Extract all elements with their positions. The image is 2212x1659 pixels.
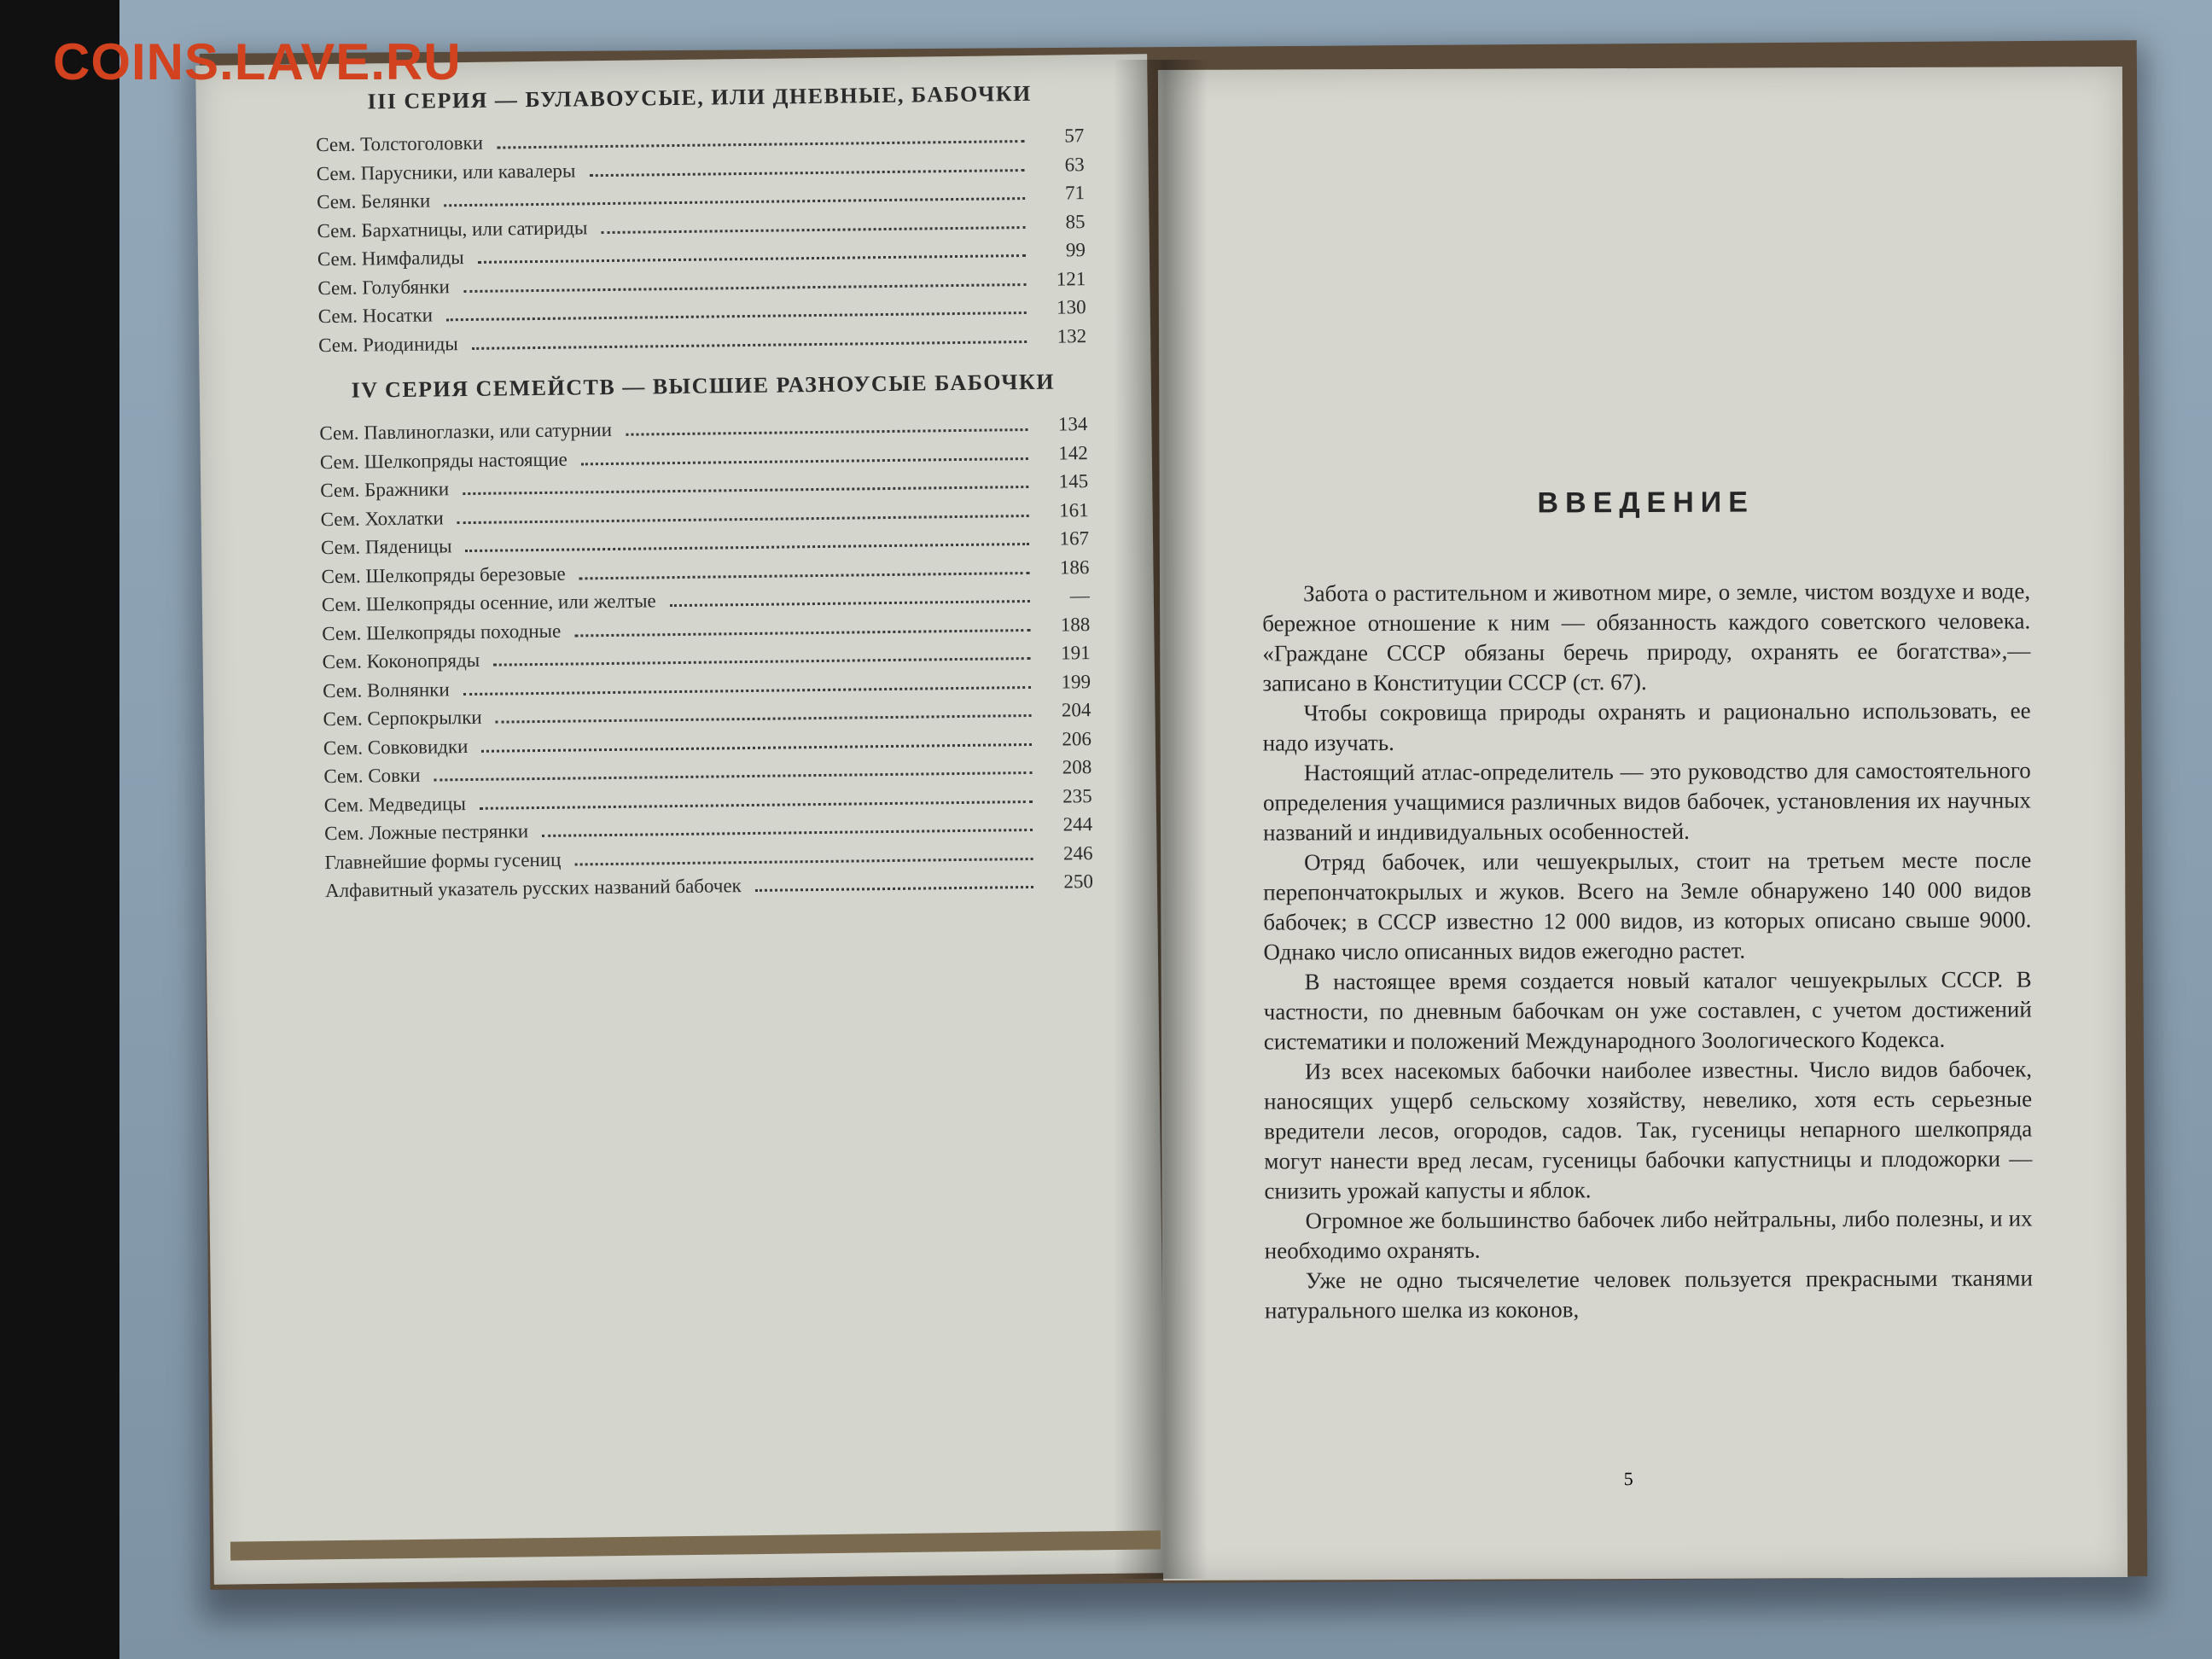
toc-page-number: 130 [1057,296,1086,318]
toc-page-number: 208 [1062,756,1092,778]
toc-page-number: 85 [1065,210,1086,232]
intro-paragraph: Уже не одно тысячелетие человек пользуется прекрасными тканями натурального шелка из коконов, [1264,1265,2033,1324]
toc-label: Сем. Носатки [317,304,434,328]
toc-page-number: 204 [1061,699,1091,721]
toc-label: Сем. Волнянки [322,678,450,701]
intro-text [1262,576,2033,1325]
intro-paragraph: Отряд бабочек, или чешуекрылых, стоит на третьем месте после перепончатокрылых и жуков. Всего на Земле обнаружено 140 000 видов бабочек; в СССР известно 12 000 видов, из которых описано свыше 9000. Однако число описанных видов ежегодно растет. [1263,847,2032,965]
toc-label: Сем. Шелкопряды настоящие [319,448,568,473]
toc-page-number: 71 [1064,182,1086,204]
toc-label: Сем. Хохлатки [320,506,444,530]
watermark: COINS.LAVE.RU [53,33,462,90]
toc-page-number: 191 [1060,642,1091,664]
toc-leader-dots [581,457,1028,464]
toc-leader-dots [463,685,1031,695]
toc-page-number: 63 [1064,153,1085,175]
series-3-list [316,121,1086,359]
toc-label: Сем. Павлиноглазки, или сатурнии [319,418,613,445]
intro-paragraph: Огромное же большинство бабочек либо нейтральны, либо полезны, и их необходимо охранять. [1264,1205,2033,1264]
series-4-heading: IV СЕРИЯ СЕМЕЙСТВ — ВЫСШИЕ РАЗНОУСЫЕ БАБОЧКИ [351,369,1056,403]
toc-leader-dots [446,311,1027,321]
toc-label: Сем. Медведицы [323,792,466,816]
toc-leader-dots [481,742,1032,752]
toc-page-number: 161 [1058,498,1089,521]
intro-paragraph: Забота о растительном и животном мире, о земле, чистом воздухе и воде, бережное отношение к ним — обязанность каждого советского человека. «Граждане СССР обязаны беречь природу, охранять ее богатства»,— записано в Конституции СССР (ст. 67). [1262,578,2031,696]
toc-page-number: 134 [1057,413,1088,435]
toc-label: Сем. Риодиниды [318,332,458,356]
intro-paragraph: Чтобы сокровища природы охранять и рационально использовать, ее надо изучать. [1262,697,2031,756]
toc-label: Сем. Серпокрылки [323,706,482,731]
toc-leader-dots [493,657,1031,667]
toc-page-number: 142 [1058,441,1088,464]
series-4-list [319,410,1093,905]
toc-leader-dots [457,514,1029,523]
toc-leader-dots [670,600,1030,607]
toc-label: Сем. Совковидки [323,735,469,759]
table-of-contents [316,80,1094,905]
toc-label: Сем. Шелкопряды березовые [321,562,566,587]
toc-leader-dots [465,543,1029,552]
right-page [1158,67,2128,1580]
toc-leader-dots [542,829,1033,837]
toc-label: Алфавитный указатель русских названий бабочек [324,875,742,902]
toc-leader-dots [589,169,1024,177]
toc-label: Сем. Голубянки [317,275,451,299]
toc-leader-dots [444,197,1025,207]
toc-label: Сем. Ложные пестрянки [324,820,529,845]
book-gutter [1114,60,1208,1579]
toc-label: Сем. Бархатницы, или сатириды [317,216,588,242]
toc-leader-dots [579,571,1030,579]
toc-page-number: 188 [1060,613,1091,636]
toc-page-number: 167 [1059,527,1090,550]
toc-page-number: — [1069,585,1090,607]
toc-page-number: 244 [1062,813,1093,835]
toc-page-number: 186 [1059,556,1090,579]
toc-label: Сем. Парусники, или кавалеры [316,159,576,184]
toc-leader-dots [463,486,1028,495]
toc-leader-dots [626,428,1028,436]
toc-page-number: 57 [1064,125,1085,147]
toc-page-number: 145 [1058,470,1089,492]
toc-leader-dots [755,886,1033,892]
toc-label: Сем. Коконопряды [322,649,480,673]
intro-paragraph: Из всех насекомых бабочки наиболее известны. Число видов бабочек, наносящих ущерб сельскому хозяйству, невелико, хотя есть серьезные вредители лесов, огородов, садов. Так, гусеницы непарного шелкопряда могут нанести вред лесам, гусеницы бабочки капустницы и плодожорки — снизить урожай капусты и яблок. [1264,1056,2033,1204]
toc-leader-dots [478,254,1026,264]
toc-page-number: 250 [1063,870,1094,893]
intro-paragraph: В настоящее время создается новый каталог чешуекрылых СССР. В частности, по дневным бабочкам он уже составлен, с учетом достижений систематики и положений Международного Зоологического Кодекса. [1263,966,2032,1055]
toc-leader-dots [480,800,1033,809]
series-3-heading: III СЕРИЯ — БУЛАВОУСЫЕ, ИЛИ ДНЕВНЫЕ, БАБОЧКИ [367,80,1032,114]
toc-leader-dots [434,771,1032,782]
toc-page-number: 235 [1062,784,1092,807]
intro-title: ВВЕДЕНИЕ [1537,486,1755,520]
toc-label: Сем. Нимфалиды [317,247,464,271]
toc-leader-dots [472,341,1027,350]
toc-leader-dots [496,714,1032,724]
toc-label: Главнейшие формы гусениц [324,848,562,873]
introduction [1262,485,2033,1325]
toc-label: Сем. Бражники [320,478,450,502]
dark-background [0,0,119,1659]
toc-page-number: 199 [1061,670,1091,693]
toc-label: Сем. Совки [323,764,421,788]
toc-page-number: 206 [1062,727,1092,750]
toc-leader-dots [463,283,1026,293]
toc-label: Сем. Шелкопряды осенние, или желтые [321,590,656,616]
toc-label: Сем. Толстоголовки [316,131,484,156]
toc-label: Сем. Белянки [316,189,431,213]
toc-page-number: 121 [1056,267,1086,290]
toc-leader-dots [574,857,1033,865]
toc-label: Сем. Шелкопряды походные [322,620,562,644]
intro-paragraph: Настоящий атлас-определитель — это руководство для самостоятельного определения учащимися различных видов бабочек, установления их научных названий и индивидуальных особенностей. [1262,757,2031,846]
toc-page-number: 246 [1062,841,1093,864]
toc-page-number: 99 [1065,239,1086,261]
toc-leader-dots [497,140,1024,149]
left-page [195,54,1166,1584]
toc-page-number: 132 [1057,324,1087,347]
toc-leader-dots [601,226,1025,234]
page-number: 5 [1623,1468,1633,1490]
toc-leader-dots [574,628,1030,637]
toc-label: Сем. Пяденицы [320,535,452,559]
